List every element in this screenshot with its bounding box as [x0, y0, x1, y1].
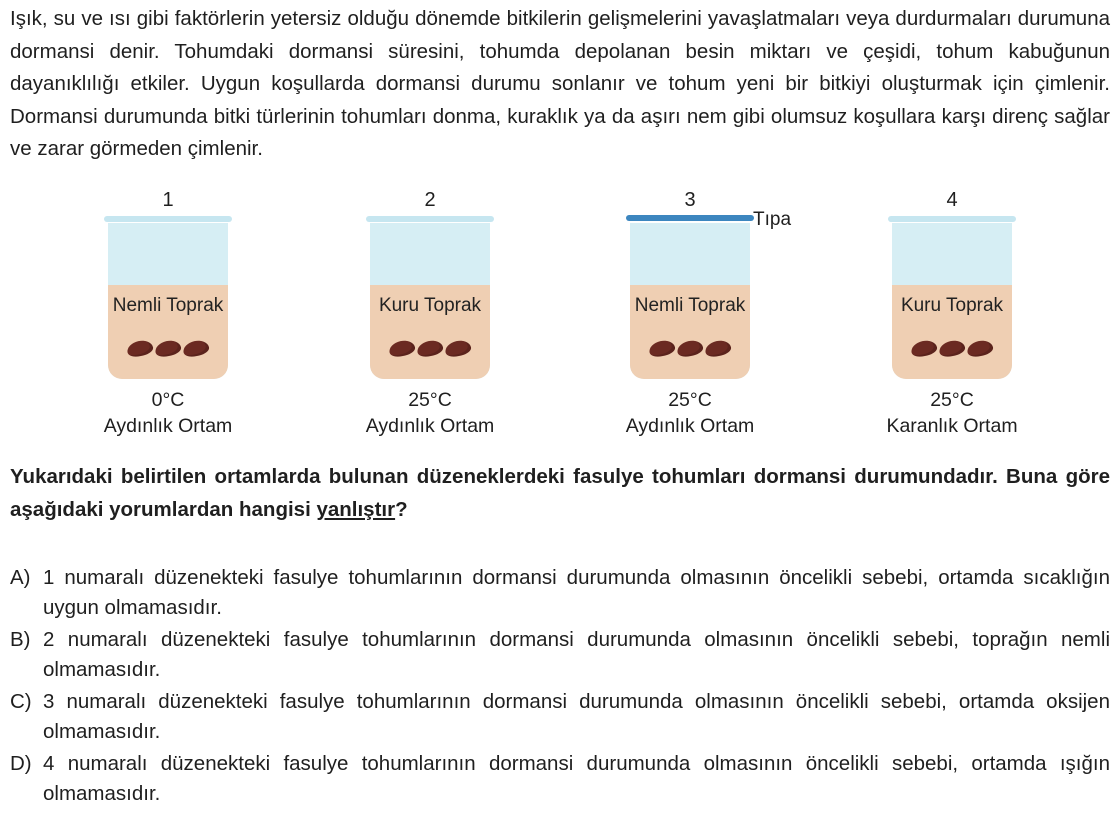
setup-1 — [78, 185, 258, 445]
option-text: 2 numaralı düzenekteki fasulye tohumlarının dormansi durumunda olmasının öncelikli sebebi, toprağın nemli olmamasıdır. — [43, 628, 1110, 681]
setup-3 — [600, 185, 792, 445]
conditions — [862, 387, 1042, 439]
beaker — [370, 223, 490, 379]
bean-icon — [444, 338, 473, 358]
bean-icon — [126, 338, 155, 358]
experiment-setups — [0, 185, 1119, 445]
temperature: 0°C — [151, 389, 185, 411]
bean-icon — [648, 338, 677, 358]
bean-icon — [154, 338, 183, 358]
setup-4 — [862, 185, 1042, 445]
light-condition: Karanlık Ortam — [886, 415, 1018, 437]
soil — [108, 285, 228, 379]
temperature: 25°C — [930, 389, 974, 411]
stopper-label: Tıpa — [753, 209, 792, 230]
soil — [892, 285, 1012, 379]
beaker — [630, 223, 750, 379]
bean-icon — [182, 338, 211, 358]
beans — [370, 341, 490, 361]
beans — [630, 341, 750, 361]
option-letter: B) — [10, 628, 31, 651]
question-text: Yukarıdaki belirtilen ortamlarda bulunan düzeneklerdeki fasulye tohumları dormansi durumundadır. Buna göre aşağıdaki yorumlardan hangisi — [10, 465, 1110, 521]
option-b[interactable] — [10, 625, 1110, 685]
temperature: 25°C — [668, 389, 712, 411]
conditions — [340, 387, 520, 439]
beaker — [892, 223, 1012, 379]
beaker-rim — [888, 216, 1016, 222]
question-mark: ? — [395, 498, 408, 521]
conditions — [78, 387, 258, 439]
soil — [370, 285, 490, 379]
setup-number: 3 — [684, 189, 696, 211]
bean-icon — [416, 338, 445, 358]
setup-number: 1 — [162, 189, 174, 211]
intro-paragraph: Işık, su ve ısı gibi faktörlerin yetersiz olduğu dönemde bitkilerin gelişmelerini yavaşlatmaları veya durdurmaları durumuna dormansi denir. Tohumdaki dormansi süresini, tohumda depolanan besin miktarı ve çeşidi, tohum kabuğunun dayanıklılığı etkiler. Uygun koşullarda dormansi durumu sonlanır ve tohum yeni bir bitkiyi oluşturmak için çimlenir. Dormansi durumunda bitki türlerinin tohumları donma, kuraklık ya da aşırı nem gibi olumsuz koşullara karşı direnç sağlar ve zarar görmeden çimlenir. — [10, 7, 1110, 160]
soil-label: Nemli Toprak — [634, 295, 746, 316]
setup-number: 2 — [424, 189, 436, 211]
option-text: 1 numaralı düzenekteki fasulye tohumlarının dormansi durumunda olmasının öncelikli sebebi, ortamda sıcaklığın uygun olmamasıdır. — [43, 566, 1110, 619]
option-letter: A) — [10, 566, 31, 589]
bean-icon — [938, 338, 967, 358]
beans — [892, 341, 1012, 361]
bean-icon — [676, 338, 705, 358]
option-c[interactable] — [10, 687, 1110, 747]
setup-2 — [340, 185, 520, 445]
bean-icon — [388, 338, 417, 358]
soil-label: Kuru Toprak — [378, 295, 482, 316]
question-stem — [10, 460, 1110, 526]
beaker-rim — [366, 216, 494, 222]
bean-icon — [966, 338, 995, 358]
light-condition: Aydınlık Ortam — [103, 415, 233, 437]
light-condition: Aydınlık Ortam — [625, 415, 755, 437]
option-letter: D) — [10, 752, 32, 775]
conditions — [600, 387, 780, 439]
bean-icon — [704, 338, 733, 358]
stopper — [626, 215, 754, 221]
question-emphasis: yanlıştır — [316, 498, 396, 521]
setup-number: 4 — [946, 189, 958, 211]
option-text: 4 numaralı düzenekteki fasulye tohumlarının dormansi durumunda olmasının öncelikli sebebi, ortamda ışığın olmamasıdır. — [43, 752, 1110, 805]
soil — [630, 285, 750, 379]
beaker — [108, 223, 228, 379]
soil-label: Kuru Toprak — [900, 295, 1004, 316]
beans — [108, 341, 228, 361]
option-a[interactable] — [10, 563, 1110, 623]
option-letter: C) — [10, 690, 32, 713]
beaker-rim — [104, 216, 232, 222]
option-d[interactable] — [10, 749, 1110, 809]
temperature: 25°C — [408, 389, 452, 411]
option-text: 3 numaralı düzenekteki fasulye tohumlarının dormansi durumunda olmasının öncelikli sebebi, ortamda oksijen olmamasıdır. — [43, 690, 1110, 743]
bean-icon — [910, 338, 939, 358]
light-condition: Aydınlık Ortam — [365, 415, 495, 437]
answer-options — [10, 563, 1110, 811]
soil-label: Nemli Toprak — [112, 295, 224, 316]
